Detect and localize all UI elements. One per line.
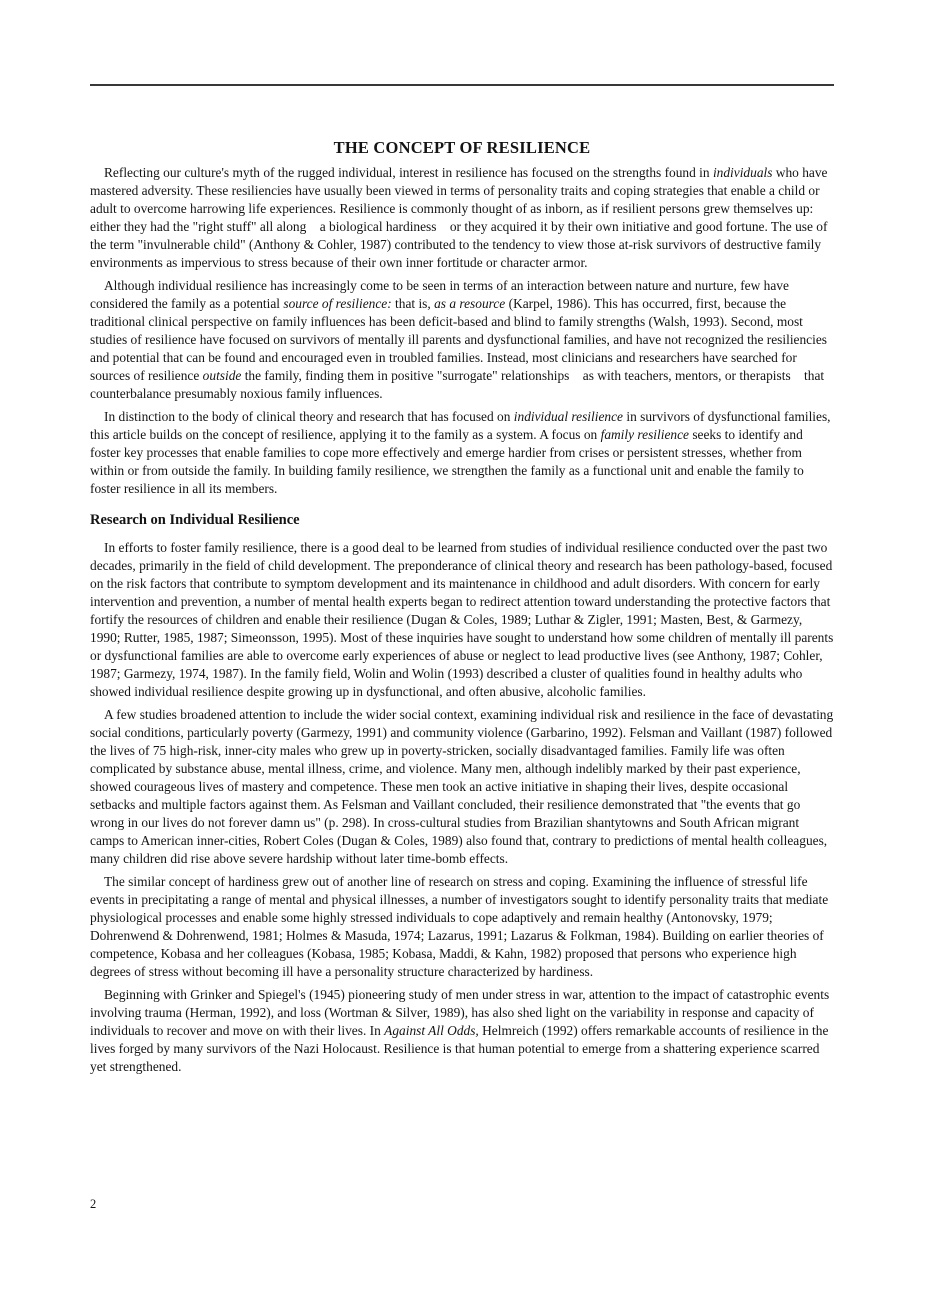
article-body (90, 164, 834, 1076)
paragraph-section-3: The similar concept of hardiness grew out of another line of research on stress and coping. Examining the influence of stressful life events in precipitating a range of mental and physical illnesses, a number of investigators sought to identify personality traits that mediate physiological processes and enable some highly stressed individuals to cope adaptively and remain healthy (Antonovsky, 1979; Dohrenwend & Dohrenwend, 1981; Holmes & Masuda, 1974; Lazarus, 1991; Lazarus & Folkman, 1984). Building on earlier theories of competence, Kobasa and her colleagues (Kobasa, 1985; Kobasa, Maddi, & Kahn, 1982) proposed that persons who experience high degrees of stress without becoming ill have a personality structure characterized by hardiness. (90, 874, 829, 979)
paragraph-intro-1: Reflecting our culture's myth of the rugged individual, interest in resilience has focused on the strengths found in individuals who have mastered adversity. These resiliencies have usually been viewed in terms of personality traits and coping strategies that enable a child or adult to overcome harrowing life experiences. Resilience is commonly thought of as inborn, as if resilient persons grew themselves up: either they had the "right stuff" all along a biological hardiness or they acquired it by their own initiative and good fortune. The use of the term "invulnerable child" (Anthony & Cohler, 1987) contributed to the tendency to view those at-risk survivors of destructive family environments as impervious to stress because of their own inner fortitude or character armor. (90, 165, 828, 270)
header-rule (90, 84, 834, 86)
page-number: 2 (90, 1197, 97, 1211)
section-heading: Research on Individual Resilience (90, 512, 300, 528)
paragraph-section-4: Beginning with Grinker and Spiegel's (1945) pioneering study of men under stress in war, attention to the impact of catastrophic events involving trauma (Herman, 1992), and loss (Wortman & Silver, 1989), has also shed light on the variability in response and capacity of individuals to recover and move on with their lives. In Against All Odds, Helmreich (1992) offers remarkable accounts of resilience in the lives forged by many survivors of the Nazi Holocaust. Resilience is that human potential to emerge from a shattering experience scarred yet strengthened. (90, 987, 830, 1074)
paragraph-section-2: A few studies broadened attention to include the wider social context, examining individual risk and resilience in the face of devastating social conditions, particularly poverty (Garmezy, 1991) and community violence (Garbarino, 1992). Felsman and Vaillant (1987) followed the lives of 75 high-risk, inner-city males who grew up in poverty-stricken, socially disadvantaged families. Family life was often complicated by substance abuse, mental illness, crime, and violence. Many men, although indelibly marked by their past experience, showed courageous lives of mastery and competence. These men took an active initiative in shaping their lives, despite occasional setbacks and multiple factors against them. As Felsman and Vaillant concluded, their resilience demonstrated that "the events that go wrong in our lives do not forever damn us" (p. 298). In cross-cultural studies from Brazilian shantytowns and South African migrant camps to American inner-cities, Robert Coles (Dugan & Coles, 1989) also found that, contrary to predictions of mental health colleagues, many children did rise above severe hardship without later time-bomb effects. (90, 707, 834, 866)
document-title: THE CONCEPT OF RESILIENCE (333, 138, 591, 157)
paragraph-section-1: In efforts to foster family resilience, there is a good deal to be learned from studies of individual resilience conducted over the past two decades, primarily in the field of child development. The preponderance of clinical theory and research has been pathology-based, focused on the risk factors that contribute to symptom development and its maintenance in childhood and adult disorders. With concern for early intervention and prevention, a number of mental health experts began to redirect attention toward understanding the protective factors that fortify the resources of children and enable their resilience (Dugan & Coles, 1989; Luthar & Zigler, 1991; Masten, Best, & Garmezy, 1990; Rutter, 1985, 1987; Simeonsson, 1995). Most of these inquiries have sought to understand how some children of mentally ill parents or dysfunctional families are able to overcome early experiences of abuse or neglect to lead productive lives (see Anthony, 1987; Cohler, 1987; Garmezy, 1974, 1987). In the family field, Wolin and Wolin (1993) described a cluster of qualities found in healthy adults who showed individual resilience despite growing up in dysfunctional, and often abusive, alcoholic families. (90, 540, 834, 699)
paragraph-intro-2: Although individual resilience has increasingly come to be seen in terms of an interaction between nature and nurture, few have considered the family as a potential source of resilience: that is, as a resource (Karpel, 1986). This has occurred, first, because the traditional clinical perspective on family influences has been deficit-based and blind to family strengths (Walsh, 1993). Second, most studies of resilience have focused on survivors of mentally ill parents and dysfunctional families, and have not recognized the resiliencies and potential that can be found and encouraged even in troubled families. Instead, most clinicians and researchers have searched for sources of resilience outside the family, finding them in positive "surrogate" relationships as with teachers, mentors, or therapists that counterbalance presumably noxious family influences. (90, 278, 828, 401)
paragraph-intro-3: In distinction to the body of clinical theory and research that has focused on individual resilience in survivors of dysfunctional families, this article builds on the concept of resilience, applying it to the family as a system. A focus on family resilience seeks to identify and foster key processes that enable families to cope more effectively and emerge hardier from crises or persistent stresses, whether from within or from outside the family. In building family resilience, we strengthen the family as a functional unit and enable the family to foster resilience in all its members. (90, 409, 831, 496)
